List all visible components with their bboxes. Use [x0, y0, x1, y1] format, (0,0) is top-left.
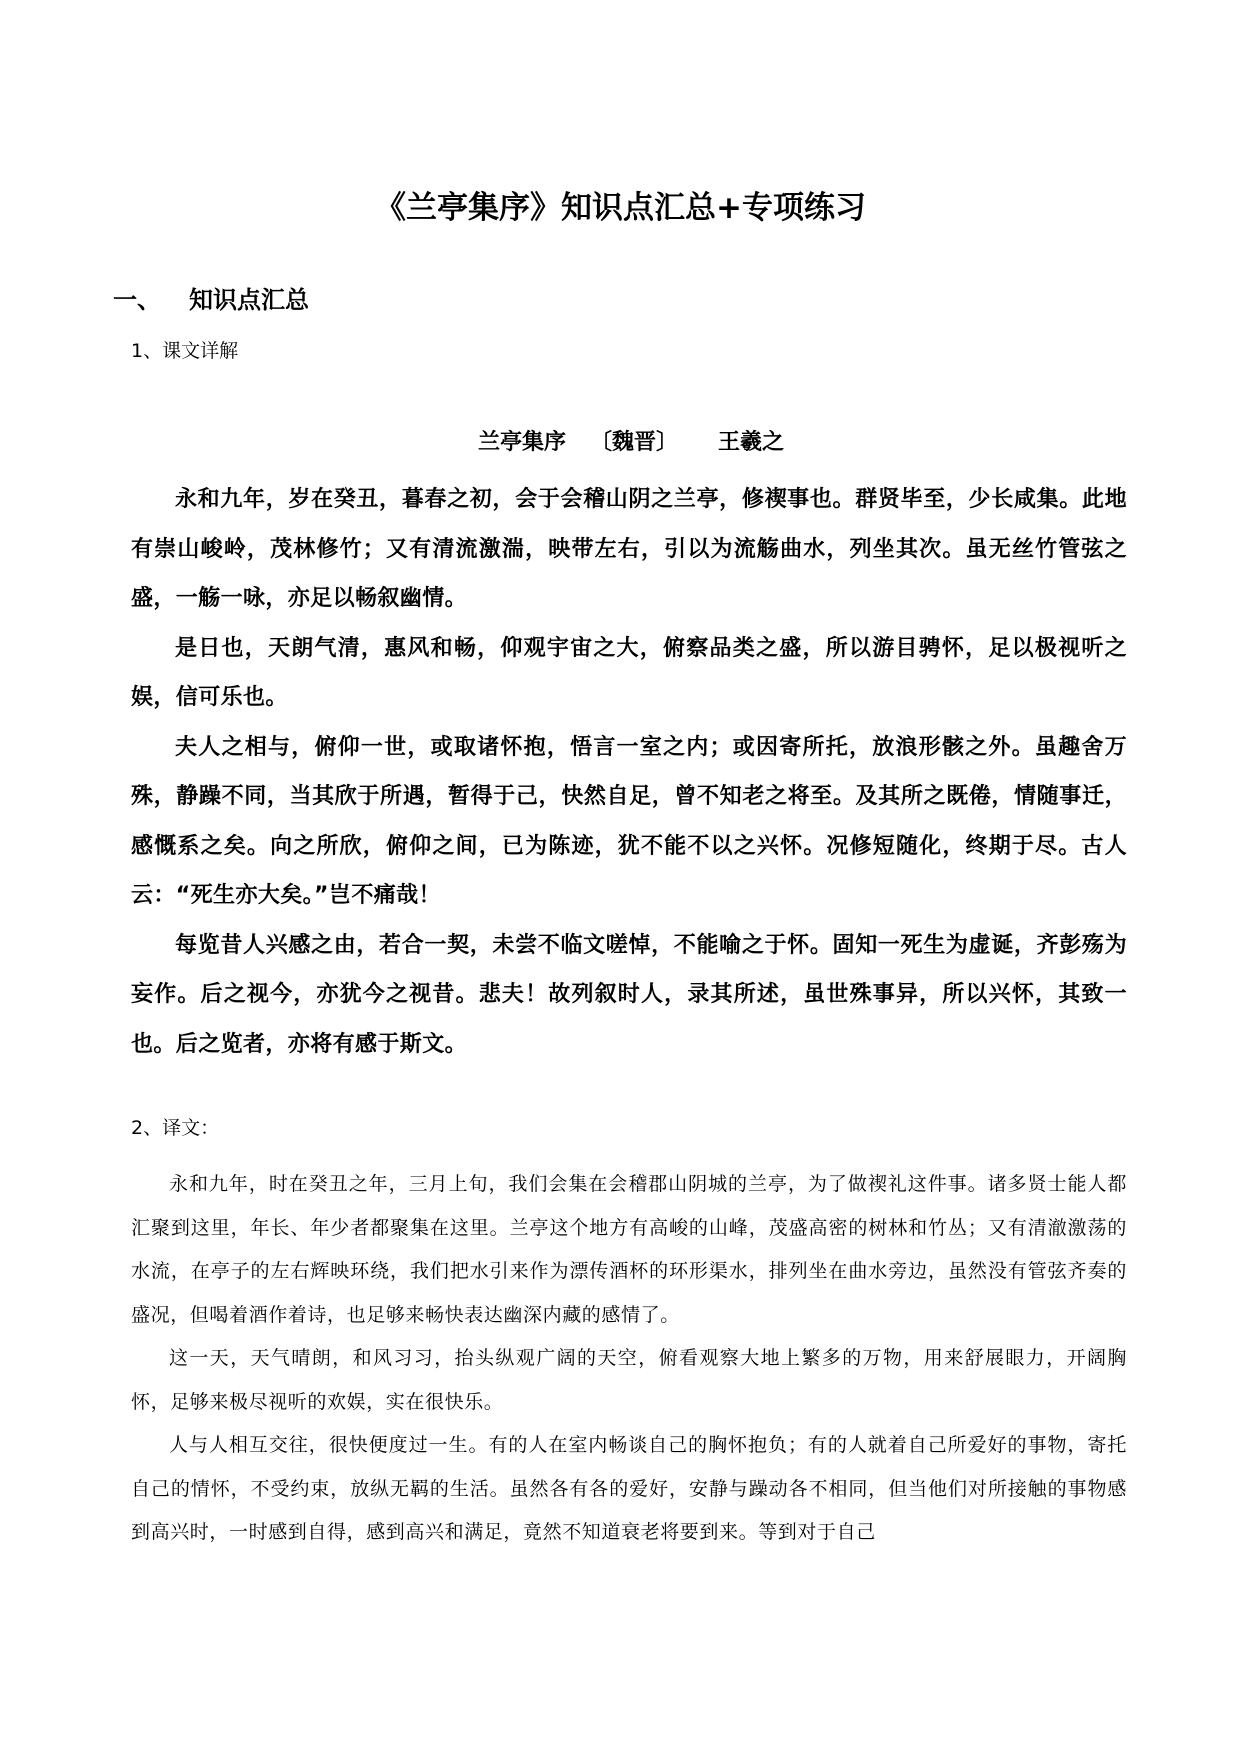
section-heading-knowledge	[113, 283, 309, 317]
translation-paragraph: 这一天，天气晴朗，和风习习，抬头纵观广阔的天空，俯看观察大地上繁多的万物，用来舒展眼力，开阔胸怀，足够来极尽视听的欢娱，实在很快乐。	[131, 1347, 1127, 1413]
classical-paragraph: 是日也，天朗气清，惠风和畅，仰观宇宙之大，俯察品类之盛，所以游目骋怀，足以极视听之娱，信可乐也。	[131, 635, 1127, 710]
subheading-text-explanation: 1、课文详解	[131, 340, 239, 362]
classical-text	[131, 475, 1127, 1069]
section-label: 知识点汇总	[189, 286, 309, 314]
subheading-translation: 2、译文：	[131, 1117, 220, 1139]
classical-paragraph: 永和九年，岁在癸丑，暮春之初，会于会稽山阴之兰亭，修禊事也。群贤毕至，少长咸集。此地有崇山峻岭，茂林修竹；又有清流激湍，映带左右，引以为流觞曲水，列坐其次。虽无丝竹管弦之盛，一觞一咏，亦足以畅叙幽情。	[131, 487, 1127, 611]
poem-author: 王羲之	[718, 430, 785, 455]
translation-paragraph: 永和九年，时在癸丑之年，三月上旬，我们会集在会稽郡山阴城的兰亭，为了做禊礼这件事。诸多贤士能人都汇聚到这里，年长、年少者都聚集在这里。兰亭这个地方有高峻的山峰，茂盛高密的树林和竹丛；又有清澈激荡的水流，在亭子的左右辉映环绕，我们把水引来作为漂传酒杯的环形渠水，排列坐在曲水旁边，虽然没有管弦齐奏的盛况，但喝着酒作着诗，也足够来畅快表达幽深内藏的感情了。	[131, 1173, 1127, 1326]
classical-paragraph: 每览昔人兴感之由，若合一契，未尝不临文嗟悼，不能喻之于怀。固知一死生为虚诞，齐彭殇为妄作。后之视今，亦犹今之视昔。悲夫！故列叙时人，录其所述，虽世殊事异，所以兴怀，其致一也。后之览者，亦将有感于斯文。	[131, 932, 1127, 1057]
document-title: 《兰亭集序》知识点汇总+专项练习	[375, 190, 866, 226]
translation-paragraph: 人与人相互交往，很快便度过一生。有的人在室内畅谈自己的胸怀抱负；有的人就着自己所爱好的事物，寄托自己的情怀，不受约束，放纵无羁的生活。虽然各有各的爱好，安静与躁动各不相同，但当他们对所接触的事物感到高兴时，一时感到自得，感到高兴和满足，竟然不知道衰老将要到来。等到对于自己	[131, 1434, 1127, 1543]
poem-title-line	[478, 427, 784, 459]
poem-era: 〔魏晋〕	[590, 430, 679, 455]
classical-paragraph: 夫人之相与，俯仰一世，或取诸怀抱，悟言一室之内；或因寄所托，放浪形骸之外。虽趣舍万殊，静躁不同，当其欣于所遇，暂得于己，快然自足，曾不知老之将至。及其所之既倦，情随事迁，感慨系之矣。向之所欣，俯仰之间，已为陈迹，犹不能不以之兴怀。况修短随化，终期于尽。古人云：“死生亦大矣。”岂不痛哉！	[131, 734, 1127, 908]
section-number: 一、	[113, 286, 161, 314]
poem-title: 兰亭集序	[478, 430, 567, 455]
translation-text	[131, 1163, 1127, 1555]
